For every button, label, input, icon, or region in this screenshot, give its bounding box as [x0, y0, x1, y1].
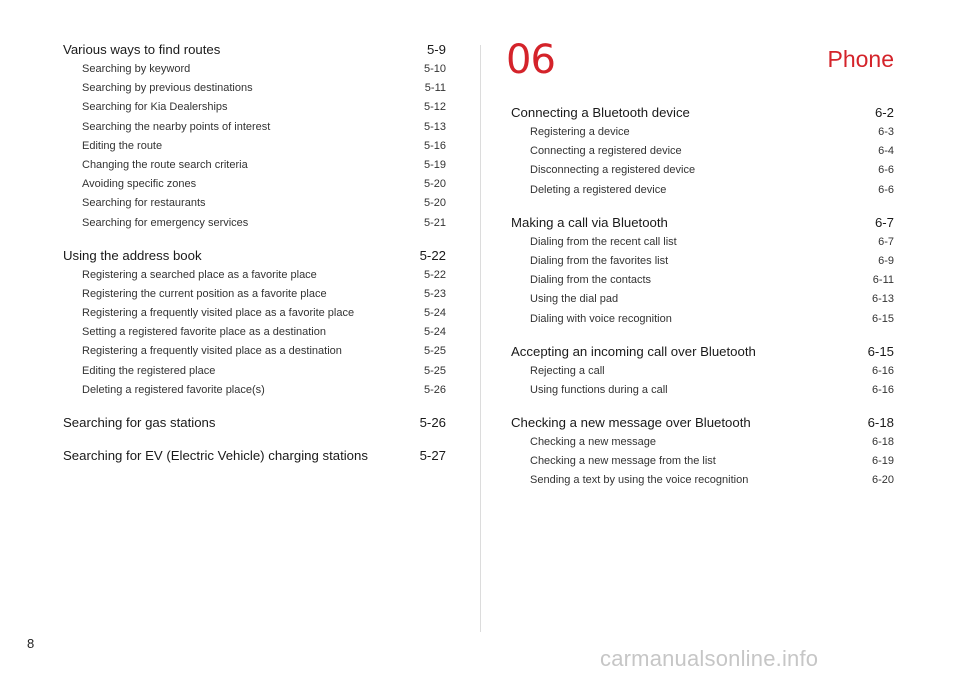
toc-heading-title: Searching for EV (Electric Vehicle) charging stations: [63, 448, 368, 463]
toc-entry[interactable]: [511, 362, 894, 381]
toc-heading-title: Making a call via Bluetooth: [511, 214, 668, 230]
toc-heading-page: 6-15: [867, 343, 894, 359]
toc-entry[interactable]: [511, 471, 894, 490]
toc-entry[interactable]: [511, 433, 894, 452]
toc-entry-page: 5-20: [423, 178, 446, 191]
toc-entry-page: 6-13: [871, 293, 894, 306]
section-gap: [63, 400, 446, 413]
toc-entry-label: Avoiding specific zones: [82, 178, 197, 191]
toc-entry-label: Searching the nearby points of interest: [82, 120, 271, 133]
toc-entry-label: Editing the route: [82, 139, 163, 152]
section-gap: [511, 200, 894, 213]
toc-entry-page: 5-24: [423, 326, 446, 339]
toc-entry-page: 6-11: [872, 274, 894, 287]
toc-entry-label: Searching by previous destinations: [82, 82, 253, 95]
toc-heading-page: 5-26: [419, 415, 446, 430]
toc-entry[interactable]: [63, 60, 446, 79]
toc-heading[interactable]: [511, 103, 894, 123]
toc-section: [63, 446, 446, 466]
toc-entry-page: 5-12: [423, 101, 446, 114]
page-number: 8: [27, 636, 35, 651]
toc-entry-label: Dialing from the recent call list: [530, 235, 677, 248]
toc-left-column: [63, 40, 446, 466]
toc-entry[interactable]: [63, 175, 446, 194]
watermark: carmanualsonline.info: [600, 646, 819, 671]
toc-entry-page: 5-24: [423, 307, 446, 320]
toc-entry-label: Deleting a registered favorite place(s): [82, 383, 265, 396]
toc-entry-page: 6-4: [878, 145, 894, 158]
toc-section: [63, 246, 446, 400]
toc-entry[interactable]: [63, 214, 446, 233]
toc-entry-page: 6-3: [878, 126, 894, 138]
toc-heading-title: Connecting a Bluetooth device: [511, 105, 690, 120]
toc-heading[interactable]: [63, 40, 446, 60]
toc-heading-page: 6-18: [867, 415, 894, 431]
toc-section: [63, 413, 446, 433]
toc-entry-label: Connecting a registered device: [530, 145, 682, 158]
toc-entry-page: 6-6: [878, 183, 894, 196]
toc-entry[interactable]: [63, 304, 446, 323]
toc-entry-label: Searching for emergency services: [82, 216, 249, 229]
toc-heading[interactable]: [511, 213, 894, 233]
toc-heading-page: 5-22: [419, 247, 446, 263]
toc-entry-page: 6-6: [878, 164, 894, 177]
toc-entry-page: 6-16: [871, 364, 894, 377]
toc-heading[interactable]: [63, 446, 446, 466]
toc-section: [511, 342, 894, 400]
toc-entry-page: 5-25: [423, 345, 446, 358]
toc-entry-label: Sending a text by using the voice recognition: [530, 474, 749, 487]
section-gap: [511, 329, 894, 342]
toc-heading[interactable]: [511, 342, 894, 362]
chapter-header: [506, 37, 894, 103]
toc-entry[interactable]: [511, 181, 894, 200]
toc-entry[interactable]: [511, 161, 894, 180]
toc-entry-label: Disconnecting a registered device: [530, 164, 696, 177]
toc-entry-label: Registering a frequently visited place as a destination: [82, 345, 342, 358]
toc-heading-page: 6-7: [874, 214, 894, 230]
toc-entry-page: 5-11: [424, 82, 446, 95]
toc-entry-page: 6-9: [878, 254, 894, 267]
toc-heading-page: 5-9: [426, 42, 446, 57]
toc-entry-label: Checking a new message from the list: [530, 455, 716, 468]
toc-entry[interactable]: [63, 98, 446, 117]
toc-entry[interactable]: [63, 362, 446, 381]
toc-entry-label: Dialing with voice recognition: [530, 312, 672, 325]
toc-entry[interactable]: [63, 79, 446, 98]
toc-entry-page: 6-19: [871, 455, 894, 468]
toc-entry[interactable]: [63, 194, 446, 213]
toc-entry-page: 6-18: [871, 436, 894, 449]
toc-entry[interactable]: [511, 233, 894, 252]
toc-entry[interactable]: [511, 123, 894, 142]
toc-entry-label: Searching by keyword: [82, 63, 191, 75]
toc-section: [511, 413, 894, 491]
toc-entry[interactable]: [63, 285, 446, 304]
toc-entry-label: Using the dial pad: [530, 293, 619, 306]
toc-entry-label: Registering a device: [530, 126, 630, 138]
toc-entry-label: Dialing from the favorites list: [530, 254, 669, 267]
toc-entry-label: Rejecting a call: [530, 364, 605, 377]
toc-entry[interactable]: [511, 310, 894, 329]
toc-heading[interactable]: [63, 246, 446, 266]
toc-heading-title: Various ways to find routes: [63, 42, 221, 57]
toc-entry-label: Registering a searched place as a favorite place: [82, 268, 317, 281]
toc-entry[interactable]: [63, 137, 446, 156]
toc-entry[interactable]: [511, 271, 894, 290]
toc-entry-page: 5-23: [423, 287, 446, 300]
toc-entry-label: Checking a new message: [530, 436, 656, 449]
column-divider: [480, 45, 481, 632]
toc-section: [511, 103, 894, 200]
toc-section: [511, 213, 894, 329]
toc-entry-page: 5-25: [423, 364, 446, 377]
toc-entry-page: 5-22: [423, 268, 446, 281]
toc-entry-page: 5-19: [423, 158, 446, 171]
toc-heading-title: Searching for gas stations: [63, 415, 216, 430]
toc-entry-page: 6-15: [871, 312, 894, 325]
section-gap: [63, 433, 446, 446]
toc-entry-label: Dialing from the contacts: [530, 274, 652, 287]
chapter-number: 06: [506, 37, 555, 83]
toc-entry-page: 6-20: [871, 474, 894, 487]
toc-entry[interactable]: [63, 156, 446, 175]
toc-entry[interactable]: [63, 323, 446, 342]
toc-entry-page: 5-26: [423, 383, 446, 396]
toc-entry-label: Searching for restaurants: [82, 197, 206, 210]
toc-entry[interactable]: [63, 381, 446, 400]
toc-heading-page: 5-27: [419, 448, 446, 463]
toc-entry-page: 5-20: [423, 197, 446, 210]
toc-entry-label: Searching for Kia Dealerships: [82, 101, 228, 114]
section-gap: [511, 400, 894, 413]
toc-entry[interactable]: [63, 342, 446, 361]
toc-heading-page: 6-2: [874, 105, 894, 120]
toc-entry-page: 5-13: [423, 120, 446, 133]
toc-entry-label: Registering the current position as a favorite place: [82, 287, 327, 300]
section-gap: [63, 233, 446, 246]
toc-entry[interactable]: [63, 118, 446, 137]
toc-entry-label: Registering a frequently visited place as a favorite place: [82, 307, 355, 320]
toc-entry-page: 5-16: [423, 139, 446, 152]
chapter-title: Phone: [827, 46, 894, 72]
toc-entry[interactable]: [511, 252, 894, 271]
toc-heading[interactable]: [63, 413, 446, 433]
toc-right-column: [506, 37, 894, 491]
toc-entry-page: 5-10: [423, 63, 446, 75]
toc-heading[interactable]: [511, 413, 894, 433]
toc-heading-title: Accepting an incoming call over Bluetooth: [511, 343, 756, 359]
toc-entry[interactable]: [511, 452, 894, 471]
toc-entry-label: Deleting a registered device: [530, 183, 667, 196]
toc-entry-label: Changing the route search criteria: [82, 158, 248, 171]
toc-entry[interactable]: [511, 142, 894, 161]
toc-heading-title: Checking a new message over Bluetooth: [511, 415, 751, 431]
toc-entry[interactable]: [511, 381, 894, 400]
toc-entry-page: 5-21: [423, 216, 446, 229]
toc-entry[interactable]: [63, 266, 446, 285]
toc-entry-page: 6-16: [871, 383, 894, 396]
toc-entry-page: 6-7: [878, 235, 894, 248]
toc-section: [63, 40, 446, 233]
toc-heading-title: Using the address book: [63, 247, 202, 263]
toc-entry[interactable]: [511, 290, 894, 309]
toc-entry-label: Using functions during a call: [530, 383, 668, 396]
toc-entry-label: Setting a registered favorite place as a destination: [82, 326, 326, 339]
toc-entry-label: Editing the registered place: [82, 364, 216, 377]
